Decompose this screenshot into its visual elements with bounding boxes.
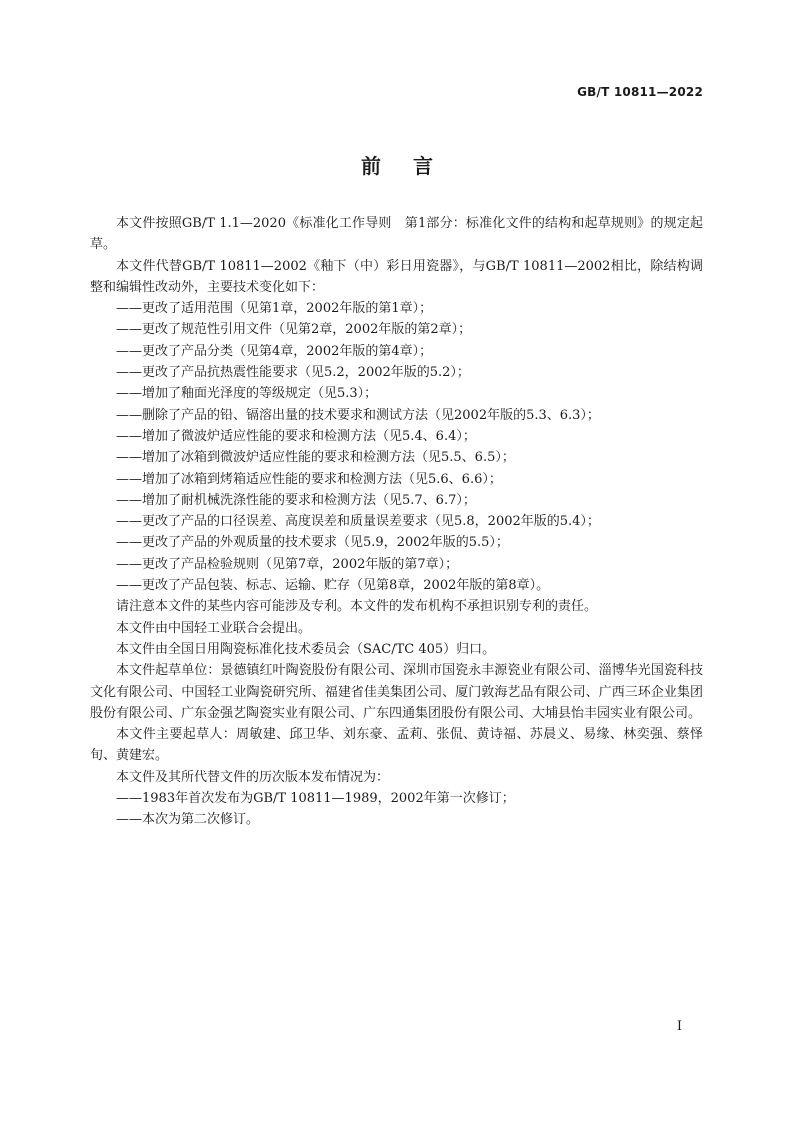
paragraph-patent-notice: 请注意本文件的某些内容可能涉及专利。本文件的发布机构不承担识别专利的责任。 <box>116 599 598 615</box>
page-number: I <box>676 1019 682 1034</box>
list-item: ——增加了釉面光泽度的等级规定（见5.3）； <box>116 386 378 402</box>
list-item: ——增加了耐机械洗涤性能的要求和检测方法（见5.7、6.7）； <box>116 492 476 508</box>
page-title: 前言 <box>361 154 465 178</box>
list-item: ——更改了产品的外观质量的技术要求（见5.9，2002年版的5.5）； <box>116 535 509 551</box>
history-item: ——本次为第二次修订。 <box>116 812 260 828</box>
paragraph-proposer: 本文件由中国轻工业联合会提出。 <box>116 620 312 636</box>
paragraph-drafting-rules: 本文件按照GB/T 1.1—2020《标准化工作导则 第1部分：标准化文件的结构和起草规则》的规定起草。 <box>90 216 703 253</box>
list-item: ——更改了产品的口径误差、高度误差和质量误差要求（见5.8，2002年版的5.4）； <box>116 514 600 530</box>
paragraph-replacement: 本文件代替GB/T 10811—2002《釉下（中）彩日用瓷器》，与GB/T 10811—2002相比，除结构调整和编辑性改动外，主要技术变化如下： <box>90 258 703 295</box>
paragraph-technical-committee: 本文件由全国日用陶瓷标准化技术委员会（SAC/TC 405）归口。 <box>116 641 496 657</box>
paragraph-drafters: 本文件主要起草人：周敏建、邱卫华、刘东豪、孟莉、张侃、黄诗福、苏晨义、易缘、林奕强、蔡怿旬、黄建宏。 <box>90 727 703 764</box>
list-item: ——更改了产品分类（见第4章，2002年版的第4章）； <box>116 343 433 359</box>
history-item: ——1983年首次发布为GB/T 10811—1989，2002年第一次修订； <box>116 791 515 807</box>
paragraph-history-intro: 本文件及其所代替文件的历次版本发布情况为： <box>116 769 390 785</box>
list-item: ——删除了产品的铅、镉溶出量的技术要求和测试方法（见2002年版的5.3、6.3）； <box>116 407 600 423</box>
list-item: ——更改了产品抗热震性能要求（见5.2，2002年版的5.2）； <box>116 365 470 381</box>
list-item: ——更改了适用范围（见第1章，2002年版的第1章）； <box>116 301 433 317</box>
list-item: ——增加了微波炉适应性能的要求和检测方法（见5.4、6.4）； <box>116 428 476 444</box>
list-item: ——更改了规范性引用文件（见第2章，2002年版的第2章）； <box>116 322 472 338</box>
document-body <box>90 213 703 831</box>
list-item: ——更改了产品检验规则（见第7章，2002年版的第7章）； <box>116 556 459 572</box>
list-item: ——更改了产品包装、标志、运输、贮存（见第8章，2002年版的第8章）。 <box>116 578 550 594</box>
list-item: ——增加了冰箱到微波炉适应性能的要求和检测方法（见5.5、6.5）； <box>116 450 515 466</box>
paragraph-drafting-units: 本文件起草单位：景德镇红叶陶瓷股份有限公司、深圳市国瓷永丰源瓷业有限公司、淄博华光国瓷科技文化有限公司、中国轻工业陶瓷研究所、福建省佳美集团公司、厦门敦海艺品有限公司、广西三环企业集团股份有限公司、广东金强艺陶瓷实业有限公司、广东四通集团股份有限公司、大埔县怡丰园实业有限公司。 <box>90 663 703 721</box>
list-item: ——增加了冰箱到烤箱适应性能的要求和检测方法（见5.6、6.6）； <box>116 471 502 487</box>
standard-code: GB/T 10811—2022 <box>577 85 703 99</box>
